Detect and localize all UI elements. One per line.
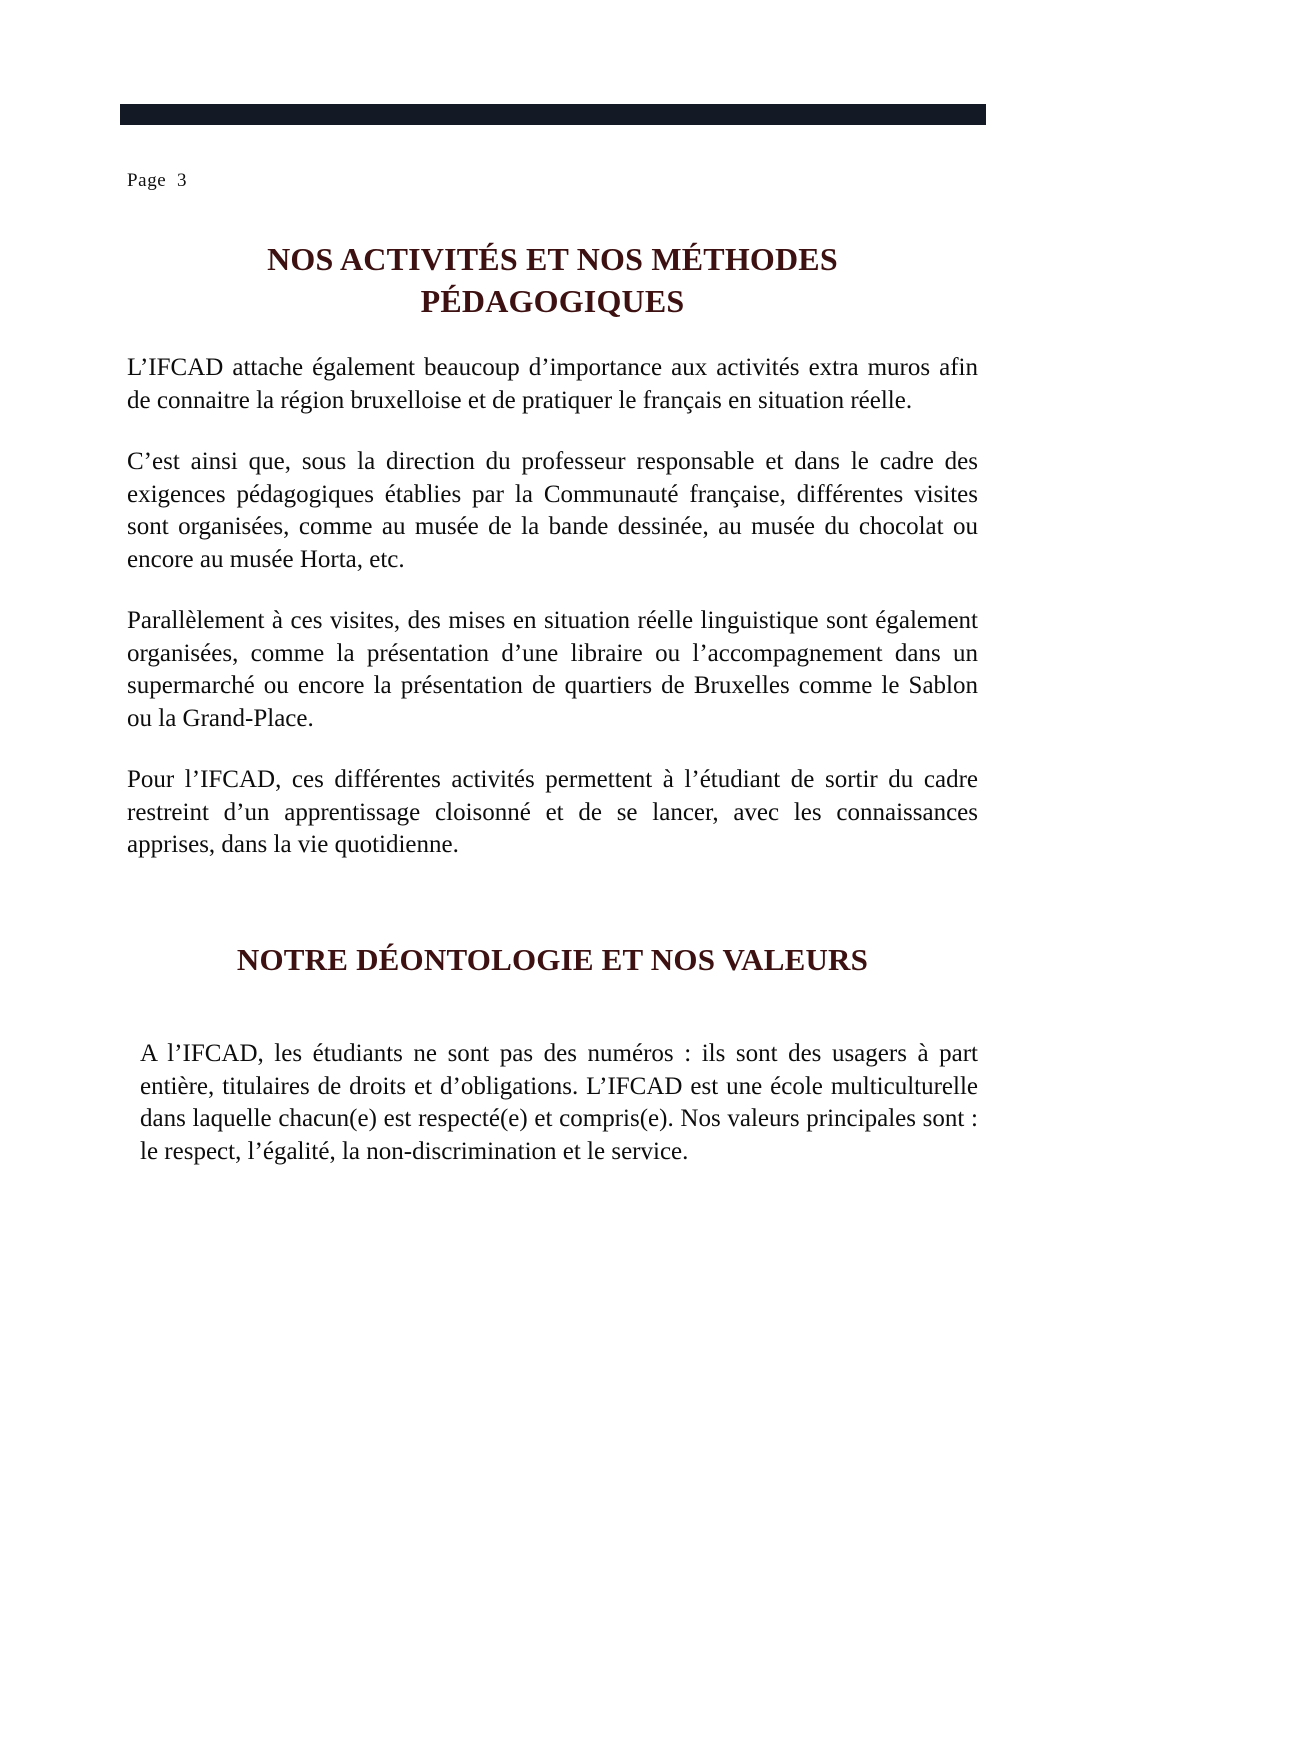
paragraph: L’IFCAD attache également beaucoup d’importance aux activités extra muros afin de connaitre la région bruxelloise et de pratiquer le français en situation réelle. (127, 354, 978, 414)
paragraph: Pour l’IFCAD, ces différentes activités permettent à l’étudiant de sortir du cadre restreint d’un apprentissage cloisonné et de se lancer, avec les connaissances apprises, dans la vie quotidienne. (127, 766, 978, 859)
section-heading-values: NOTRE DÉONTOLOGIE ET NOS VALEURS (236, 941, 869, 977)
paragraph: Parallèlement à ces visites, des mises en situation réelle linguistique sont également organisées, comme la présentation d’une libraire ou l’accompagnement dans un supermarché ou encore la présentation de quartiers de Bruxelles comme le Sablon ou la Grand-Place. (127, 607, 978, 732)
page-number: Page 3 (127, 170, 188, 191)
section-heading-activities-line-2: PÉDAGOGIQUES (420, 283, 685, 320)
section-heading-activities-line-1: NOS ACTIVITÉS ET NOS MÉTHODES (267, 241, 838, 277)
header-rule (120, 104, 986, 125)
document-body (127, 238, 978, 1168)
paragraph: C’est ainsi que, sous la direction du professeur responsable et dans le cadre des exigences pédagogiques établies par la Communauté française, différentes visites sont organisées, comme au musée de la bande dessinée, au musée du chocolat ou encore au musée Horta, etc. (127, 448, 978, 573)
section-heading-values-wrap (127, 940, 978, 980)
paragraph: A l’IFCAD, les étudiants ne sont pas des numéros : ils sont des usagers à part entière, titulaires de droits et d’obligations. L’IFCAD est une école multiculturelle dans laquelle chacun(e) est respecté(e) et compris(e). Nos valeurs principales sont : le respect, l’égalité, la non-discrimination et le service. (140, 1040, 978, 1165)
section-heading-activities (127, 238, 978, 322)
